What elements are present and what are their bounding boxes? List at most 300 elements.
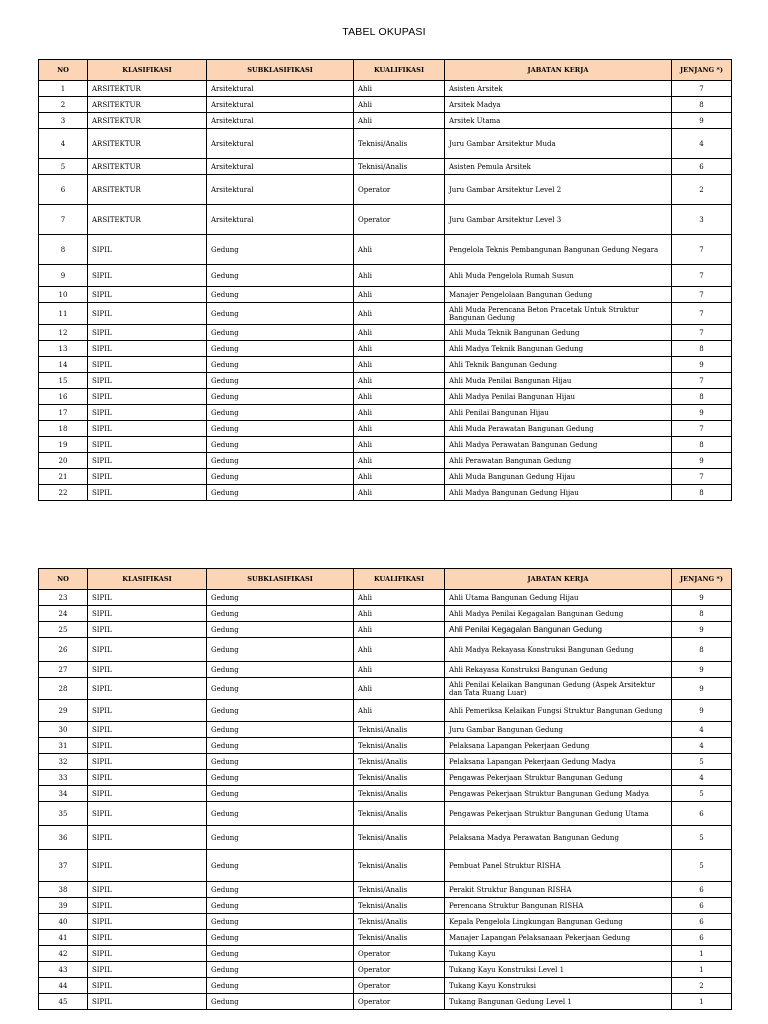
cell-no: 9 [39,265,88,287]
cell-jabatan: Juru Gambar Arsitektur Level 3 [445,205,672,235]
table-row [39,978,732,994]
cell-no: 4 [39,129,88,159]
cell-subklasifikasi: Gedung [207,325,354,341]
cell-jenjang: 4 [672,770,732,786]
cell-jenjang: 6 [672,898,732,914]
table-row [39,898,732,914]
cell-jenjang: 7 [672,287,732,303]
cell-klasifikasi: SIPIL [88,389,207,405]
cell-subklasifikasi: Gedung [207,235,354,265]
cell-kualifikasi: Teknisi/Analis [354,159,445,175]
cell-subklasifikasi: Gedung [207,978,354,994]
cell-no: 14 [39,357,88,373]
cell-subklasifikasi: Gedung [207,437,354,453]
cell-jabatan: Pengawas Pekerjaan Struktur Bangunan Gedung Madya [445,786,672,802]
cell-jabatan: Juru Gambar Arsitektur Level 2 [445,175,672,205]
cell-jabatan: Pembuat Panel Struktur RISHA [445,850,672,882]
cell-klasifikasi: SIPIL [88,341,207,357]
cell-jenjang: 7 [672,81,732,97]
cell-klasifikasi: SIPIL [88,994,207,1010]
cell-jenjang: 8 [672,606,732,622]
table-body [39,81,732,501]
cell-klasifikasi: SIPIL [88,638,207,662]
cell-klasifikasi: SIPIL [88,622,207,638]
cell-no: 41 [39,930,88,946]
cell-subklasifikasi: Gedung [207,898,354,914]
cell-no: 30 [39,722,88,738]
table-row [39,357,732,373]
cell-no: 33 [39,770,88,786]
table-row [39,786,732,802]
cell-subklasifikasi: Gedung [207,303,354,325]
cell-jabatan: Manajer Pengelolaan Bangunan Gedung [445,287,672,303]
cell-jenjang: 9 [672,678,732,700]
occupation-table-1 [38,59,732,501]
cell-klasifikasi: SIPIL [88,898,207,914]
cell-no: 2 [39,97,88,113]
cell-klasifikasi: SIPIL [88,738,207,754]
cell-subklasifikasi: Arsitektural [207,205,354,235]
header-kualifikasi: KUALIFIKASI [354,60,445,81]
cell-jenjang: 9 [672,700,732,722]
header-jabatan-kerja: JABATAN KERJA [445,60,672,81]
cell-jabatan: Ahli Pemeriksa Kelaikan Fungsi Struktur Bangunan Gedung [445,700,672,722]
cell-klasifikasi: SIPIL [88,662,207,678]
cell-klasifikasi: SIPIL [88,826,207,850]
table-row [39,469,732,485]
cell-no: 21 [39,469,88,485]
cell-no: 12 [39,325,88,341]
header-subklasifikasi: SUBKLASIFIKASI [207,60,354,81]
cell-subklasifikasi: Gedung [207,421,354,437]
header-subklasifikasi: SUBKLASIFIKASI [207,569,354,590]
cell-jabatan: Perencana Struktur Bangunan RISHA [445,898,672,914]
cell-no: 32 [39,754,88,770]
cell-jenjang: 6 [672,159,732,175]
cell-jabatan: Ahli Madya Perawatan Bangunan Gedung [445,437,672,453]
cell-kualifikasi: Ahli [354,389,445,405]
cell-no: 40 [39,914,88,930]
cell-kualifikasi: Ahli [354,405,445,421]
cell-kualifikasi: Ahli [354,287,445,303]
cell-klasifikasi: SIPIL [88,962,207,978]
cell-subklasifikasi: Gedung [207,662,354,678]
cell-subklasifikasi: Arsitektural [207,129,354,159]
cell-jenjang: 6 [672,930,732,946]
cell-jabatan: Ahli Muda Perencana Beton Pracetak Untuk Struktur Bangunan Gedung [445,303,672,325]
cell-jenjang: 7 [672,325,732,341]
cell-klasifikasi: ARSITEKTUR [88,129,207,159]
cell-kualifikasi: Ahli [354,469,445,485]
cell-no: 23 [39,590,88,606]
cell-no: 19 [39,437,88,453]
cell-kualifikasi: Teknisi/Analis [354,914,445,930]
table-row [39,638,732,662]
cell-no: 3 [39,113,88,129]
cell-klasifikasi: ARSITEKTUR [88,175,207,205]
cell-no: 13 [39,341,88,357]
cell-klasifikasi: SIPIL [88,469,207,485]
cell-kualifikasi: Operator [354,946,445,962]
cell-subklasifikasi: Gedung [207,850,354,882]
cell-no: 24 [39,606,88,622]
cell-klasifikasi: SIPIL [88,437,207,453]
cell-jabatan: Ahli Penilai Kelaikan Bangunan Gedung (Aspek Arsitektur dan Tata Ruang Luar) [445,678,672,700]
table-body [39,590,732,1010]
cell-jenjang: 1 [672,962,732,978]
cell-jabatan: Manajer Lapangan Pelaksanaan Pekerjaan Gedung [445,930,672,946]
cell-subklasifikasi: Gedung [207,994,354,1010]
cell-kualifikasi: Ahli [354,421,445,437]
header-no: NO [39,569,88,590]
cell-jabatan: Kepala Pengelola Lingkungan Bangunan Gedung [445,914,672,930]
cell-subklasifikasi: Gedung [207,826,354,850]
cell-no: 45 [39,994,88,1010]
cell-kualifikasi: Teknisi/Analis [354,722,445,738]
table-row [39,235,732,265]
cell-subklasifikasi: Arsitektural [207,175,354,205]
cell-jenjang: 7 [672,303,732,325]
cell-subklasifikasi: Gedung [207,914,354,930]
cell-jenjang: 4 [672,129,732,159]
cell-no: 28 [39,678,88,700]
cell-klasifikasi: SIPIL [88,882,207,898]
cell-jabatan: Ahli Madya Bangunan Gedung Hijau [445,485,672,501]
cell-jabatan: Ahli Madya Penilai Kegagalan Bangunan Gedung [445,606,672,622]
page-title: TABEL OKUPASI [342,26,426,38]
cell-jabatan: Pengelola Teknis Pembangunan Bangunan Gedung Negara [445,235,672,265]
cell-subklasifikasi: Gedung [207,590,354,606]
table-row [39,113,732,129]
cell-klasifikasi: SIPIL [88,770,207,786]
cell-klasifikasi: SIPIL [88,978,207,994]
cell-no: 6 [39,175,88,205]
cell-jabatan: Juru Gambar Bangunan Gedung [445,722,672,738]
cell-jabatan: Asisten Pemula Arsitek [445,159,672,175]
table-row [39,994,732,1010]
cell-kualifikasi: Ahli [354,325,445,341]
table-row [39,437,732,453]
cell-no: 5 [39,159,88,175]
cell-jenjang: 5 [672,786,732,802]
cell-subklasifikasi: Gedung [207,485,354,501]
cell-jabatan: Arsitek Utama [445,113,672,129]
cell-jenjang: 9 [672,113,732,129]
cell-jenjang: 4 [672,722,732,738]
table-row [39,962,732,978]
cell-jenjang: 5 [672,754,732,770]
cell-jenjang: 9 [672,662,732,678]
cell-jenjang: 3 [672,205,732,235]
cell-jabatan: Ahli Madya Teknik Bangunan Gedung [445,341,672,357]
cell-jabatan: Pelaksana Madya Perawatan Bangunan Gedung [445,826,672,850]
cell-jabatan: Pelaksana Lapangan Pekerjaan Gedung Madya [445,754,672,770]
header-jenjang: JENJANG *) [672,60,732,81]
cell-jenjang: 4 [672,738,732,754]
cell-jabatan: Pengawas Pekerjaan Struktur Bangunan Gedung Utama [445,802,672,826]
cell-no: 22 [39,485,88,501]
cell-no: 31 [39,738,88,754]
header-kualifikasi: KUALIFIKASI [354,569,445,590]
cell-jabatan: Pelaksana Lapangan Pekerjaan Gedung [445,738,672,754]
cell-kualifikasi: Ahli [354,678,445,700]
cell-klasifikasi: SIPIL [88,946,207,962]
cell-no: 16 [39,389,88,405]
cell-subklasifikasi: Gedung [207,678,354,700]
table-row [39,882,732,898]
cell-jabatan: Tukang Kayu Konstruksi Level 1 [445,962,672,978]
cell-jenjang: 8 [672,389,732,405]
cell-subklasifikasi: Gedung [207,802,354,826]
cell-jabatan: Ahli Penilai Bangunan Hijau [445,405,672,421]
cell-jabatan: Ahli Muda Teknik Bangunan Gedung [445,325,672,341]
cell-subklasifikasi: Gedung [207,265,354,287]
cell-no: 26 [39,638,88,662]
cell-jabatan: Ahli Muda Pengelola Rumah Susun [445,265,672,287]
cell-jabatan: Ahli Teknik Bangunan Gedung [445,357,672,373]
cell-jenjang: 8 [672,437,732,453]
cell-jenjang: 6 [672,802,732,826]
cell-klasifikasi: SIPIL [88,485,207,501]
cell-jabatan: Ahli Utama Bangunan Gedung Hijau [445,590,672,606]
cell-klasifikasi: ARSITEKTUR [88,97,207,113]
cell-jabatan: Juru Gambar Arsitektur Muda [445,129,672,159]
cell-jabatan: Asisten Arsitek [445,81,672,97]
cell-kualifikasi: Teknisi/Analis [354,898,445,914]
cell-jenjang: 5 [672,850,732,882]
cell-kualifikasi: Operator [354,175,445,205]
cell-jenjang: 9 [672,453,732,469]
cell-jenjang: 9 [672,357,732,373]
cell-jenjang: 6 [672,882,732,898]
cell-subklasifikasi: Gedung [207,357,354,373]
table-row [39,341,732,357]
table-row [39,159,732,175]
cell-jabatan: Tukang Kayu Konstruksi [445,978,672,994]
cell-no: 37 [39,850,88,882]
cell-klasifikasi: SIPIL [88,303,207,325]
cell-no: 15 [39,373,88,389]
cell-kualifikasi: Ahli [354,453,445,469]
cell-jabatan: Ahli Madya Penilai Bangunan Hijau [445,389,672,405]
cell-subklasifikasi: Gedung [207,405,354,421]
table-row [39,946,732,962]
cell-jenjang: 7 [672,421,732,437]
cell-no: 7 [39,205,88,235]
cell-subklasifikasi: Gedung [207,738,354,754]
cell-no: 17 [39,405,88,421]
cell-jabatan: Arsitek Madya [445,97,672,113]
cell-no: 11 [39,303,88,325]
cell-subklasifikasi: Gedung [207,754,354,770]
cell-no: 38 [39,882,88,898]
cell-jenjang: 7 [672,373,732,389]
cell-jabatan: Ahli Rekayasa Konstruksi Bangunan Gedung [445,662,672,678]
cell-subklasifikasi: Gedung [207,786,354,802]
table-row [39,129,732,159]
cell-kualifikasi: Ahli [354,590,445,606]
cell-kualifikasi: Teknisi/Analis [354,770,445,786]
table-row [39,303,732,325]
table-row [39,606,732,622]
cell-jenjang: 8 [672,97,732,113]
table-row [39,405,732,421]
cell-kualifikasi: Ahli [354,662,445,678]
cell-klasifikasi: SIPIL [88,722,207,738]
cell-subklasifikasi: Gedung [207,453,354,469]
cell-kualifikasi: Ahli [354,97,445,113]
cell-jenjang: 9 [672,590,732,606]
table-row [39,453,732,469]
cell-no: 18 [39,421,88,437]
cell-no: 20 [39,453,88,469]
cell-no: 44 [39,978,88,994]
header-klasifikasi: KLASIFIKASI [88,60,207,81]
cell-klasifikasi: SIPIL [88,802,207,826]
table-row [39,914,732,930]
cell-jenjang: 9 [672,405,732,421]
cell-kualifikasi: Teknisi/Analis [354,738,445,754]
cell-klasifikasi: SIPIL [88,606,207,622]
cell-klasifikasi: SIPIL [88,287,207,303]
cell-subklasifikasi: Gedung [207,700,354,722]
table-row [39,175,732,205]
cell-kualifikasi: Ahli [354,235,445,265]
cell-klasifikasi: SIPIL [88,405,207,421]
cell-klasifikasi: ARSITEKTUR [88,113,207,129]
cell-klasifikasi: SIPIL [88,373,207,389]
cell-kualifikasi: Teknisi/Analis [354,882,445,898]
cell-klasifikasi: SIPIL [88,914,207,930]
cell-subklasifikasi: Gedung [207,389,354,405]
table-row [39,205,732,235]
cell-jabatan: Ahli Muda Penilai Bangunan Hijau [445,373,672,389]
cell-kualifikasi: Ahli [354,373,445,389]
cell-jabatan: Ahli Muda Bangunan Gedung Hijau [445,469,672,485]
cell-subklasifikasi: Gedung [207,469,354,485]
cell-jabatan: Ahli Muda Perawatan Bangunan Gedung [445,421,672,437]
table-row [39,325,732,341]
cell-jenjang: 8 [672,341,732,357]
cell-subklasifikasi: Gedung [207,638,354,662]
table-row [39,754,732,770]
cell-no: 1 [39,81,88,97]
table-header-row [39,60,732,81]
table-row [39,81,732,97]
cell-jenjang: 1 [672,946,732,962]
cell-klasifikasi: SIPIL [88,930,207,946]
cell-subklasifikasi: Gedung [207,341,354,357]
cell-no: 10 [39,287,88,303]
cell-kualifikasi: Teknisi/Analis [354,850,445,882]
cell-kualifikasi: Ahli [354,638,445,662]
cell-kualifikasi: Teknisi/Analis [354,826,445,850]
cell-jabatan: Tukang Bangunan Gedung Level 1 [445,994,672,1010]
cell-subklasifikasi: Gedung [207,962,354,978]
table-row [39,287,732,303]
cell-kualifikasi: Ahli [354,303,445,325]
cell-jenjang: 8 [672,485,732,501]
cell-jenjang: 2 [672,978,732,994]
cell-klasifikasi: SIPIL [88,590,207,606]
table-header-row [39,569,732,590]
cell-kualifikasi: Ahli [354,341,445,357]
cell-no: 34 [39,786,88,802]
table-row [39,770,732,786]
cell-kualifikasi: Ahli [354,700,445,722]
table-row [39,421,732,437]
cell-klasifikasi: SIPIL [88,700,207,722]
cell-klasifikasi: SIPIL [88,754,207,770]
cell-kualifikasi: Teknisi/Analis [354,930,445,946]
header-jabatan-kerja: JABATAN KERJA [445,569,672,590]
cell-kualifikasi: Ahli [354,606,445,622]
cell-no: 35 [39,802,88,826]
cell-klasifikasi: ARSITEKTUR [88,159,207,175]
cell-jabatan: Ahli Penilai Kegagalan Bangunan Gedung [445,622,672,638]
cell-jenjang: 2 [672,175,732,205]
cell-subklasifikasi: Gedung [207,946,354,962]
header-no: NO [39,60,88,81]
table-row [39,930,732,946]
cell-subklasifikasi: Gedung [207,622,354,638]
table-row [39,373,732,389]
cell-subklasifikasi: Gedung [207,606,354,622]
cell-klasifikasi: SIPIL [88,421,207,437]
table-row [39,802,732,826]
header-klasifikasi: KLASIFIKASI [88,569,207,590]
cell-jenjang: 8 [672,638,732,662]
cell-klasifikasi: SIPIL [88,325,207,341]
cell-klasifikasi: SIPIL [88,357,207,373]
cell-kualifikasi: Ahli [354,622,445,638]
cell-klasifikasi: SIPIL [88,850,207,882]
table-row [39,97,732,113]
cell-jenjang: 1 [672,994,732,1010]
cell-kualifikasi: Teknisi/Analis [354,786,445,802]
table-row [39,662,732,678]
cell-klasifikasi: SIPIL [88,786,207,802]
cell-klasifikasi: SIPIL [88,235,207,265]
cell-jenjang: 7 [672,265,732,287]
cell-no: 29 [39,700,88,722]
cell-kualifikasi: Teknisi/Analis [354,754,445,770]
cell-kualifikasi: Ahli [354,265,445,287]
cell-klasifikasi: SIPIL [88,678,207,700]
cell-subklasifikasi: Gedung [207,287,354,303]
cell-kualifikasi: Ahli [354,485,445,501]
cell-kualifikasi: Teknisi/Analis [354,802,445,826]
cell-klasifikasi: SIPIL [88,453,207,469]
cell-subklasifikasi: Gedung [207,882,354,898]
cell-kualifikasi: Ahli [354,113,445,129]
table-row [39,850,732,882]
cell-jabatan: Ahli Perawatan Bangunan Gedung [445,453,672,469]
cell-jabatan: Tukang Kayu [445,946,672,962]
occupation-table-2 [38,568,732,1010]
table-row [39,590,732,606]
cell-kualifikasi: Operator [354,962,445,978]
cell-subklasifikasi: Gedung [207,722,354,738]
cell-no: 43 [39,962,88,978]
cell-klasifikasi: ARSITEKTUR [88,81,207,97]
cell-kualifikasi: Operator [354,978,445,994]
cell-subklasifikasi: Gedung [207,930,354,946]
cell-no: 42 [39,946,88,962]
table-row [39,826,732,850]
cell-kualifikasi: Ahli [354,81,445,97]
cell-no: 8 [39,235,88,265]
